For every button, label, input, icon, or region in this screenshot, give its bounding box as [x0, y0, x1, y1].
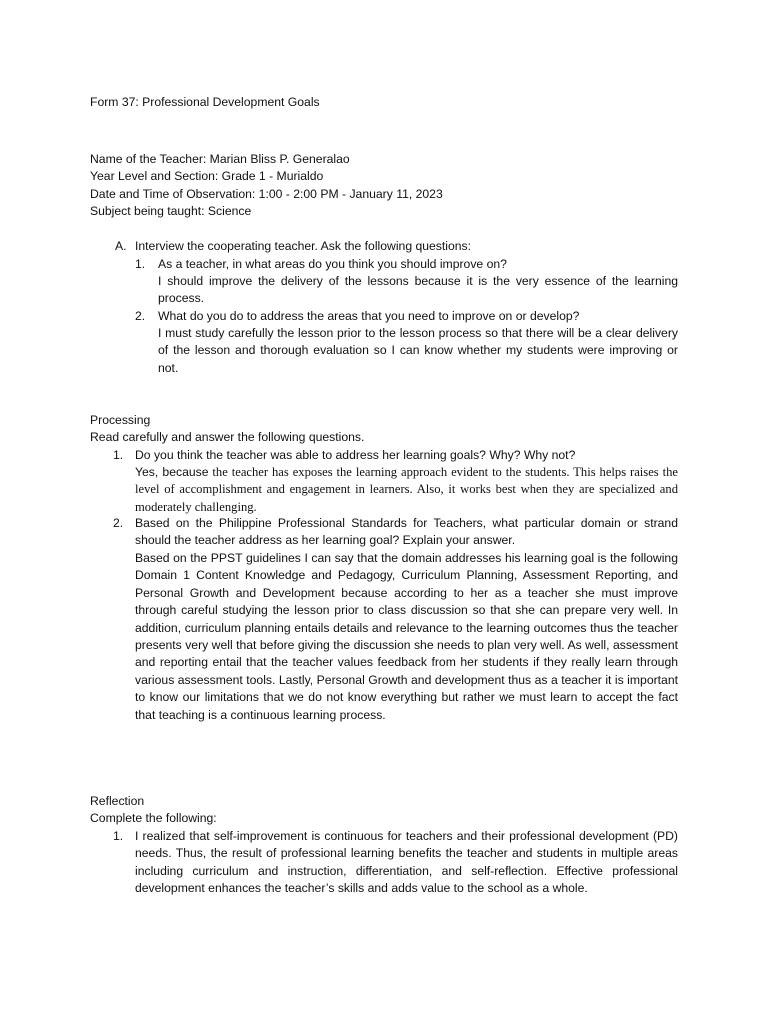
section-a-instruction: Interview the cooperating teacher. Ask the following questions:: [135, 239, 472, 253]
processing-question: Do you think the teacher was able to address her learning goals? Why? Why not?: [135, 448, 576, 462]
form-title: Form 37: Professional Development Goals: [90, 95, 320, 109]
teacher-name: Name of the Teacher: Marian Bliss P. Generalao: [90, 152, 350, 166]
answer-lead: Yes, because: [135, 465, 209, 479]
processing-instruction: Read carefully and answer the following questions.: [90, 430, 365, 444]
reflection-text: I realized that self-improvement is continuous for teachers and their professional development (PD) needs. Thus, the result of professional learning benefits the teacher and students in multiple areas including curriculum and instruction, differentiation, and self-reflection. Effective professional development enhances the teacher’s skills and adds value to the school as a whole.: [135, 829, 678, 896]
processing-question: Based on the Philippine Professional Standards for Teachers, what particular domain or strand should the teacher address as her learning goal? Explain your answer.: [135, 516, 678, 548]
answer-body: the teacher has exposes the learning approach evident to the students. This helps raises the level of accomplishment and engagement in learners. Also, it works best when they are specialized and moderately challenging.: [135, 465, 679, 514]
reflection-instruction: Complete the following:: [90, 811, 217, 825]
processing-answer: Based on the PPST guidelines I can say that the domain addresses his learning goal is the following Domain 1 Content Knowledge and Pedagogy, Curriculum Planning, Assessment Reporting, and Personal Growth and Development because according to her as a teacher she must improve through careful studying the lesson prior to class discussion so that she can prepare very well. In addition, curriculum planning entails details and relevance to the learning outcomes thus the teacher presents very well that before giving the discussion she needs to plan very well. As well, assessment and reporting entail that the teacher values feedback from her students if they really learn through various assessment tools. Lastly, Personal Growth and development thus as a teacher it is important to know our limitations that we do not know everything but rather we must learn to accept the fact that teaching is a continuous learning process.: [135, 551, 678, 722]
observation-date-time: Date and Time of Observation: 1:00 - 2:00 PM - January 11, 2023: [90, 186, 443, 201]
processing-item-number: 2.: [113, 516, 124, 530]
teacher-info-block: [90, 151, 443, 221]
processing-heading: Processing: [90, 413, 151, 427]
reflection-heading: Reflection: [90, 794, 145, 808]
section-a-answer: I must study carefully the lesson prior to the lesson process so that there will be a clear delivery of the lesson and thorough evaluation so I can know whether my students were improving or not.: [158, 326, 678, 375]
subject-taught: Subject being taught: Science: [90, 204, 252, 219]
year-level-section: Year Level and Section: Grade 1 - Murialdo: [90, 169, 324, 184]
section-a-item-number: 1.: [135, 257, 146, 271]
processing-answer: [135, 464, 678, 516]
section-a-question: What do you do to address the areas that you need to improve on or develop?: [158, 309, 580, 323]
processing-item-number: 1.: [113, 448, 124, 462]
section-a-answer: I should improve the delivery of the lessons because it is the very essence of the learning process.: [158, 274, 678, 306]
section-a-question: As a teacher, in what areas do you think you should improve on?: [158, 257, 507, 271]
reflection-item-number: 1.: [113, 829, 124, 843]
section-a-item-number: 2.: [135, 309, 146, 323]
section-a-marker: A.: [115, 239, 127, 253]
